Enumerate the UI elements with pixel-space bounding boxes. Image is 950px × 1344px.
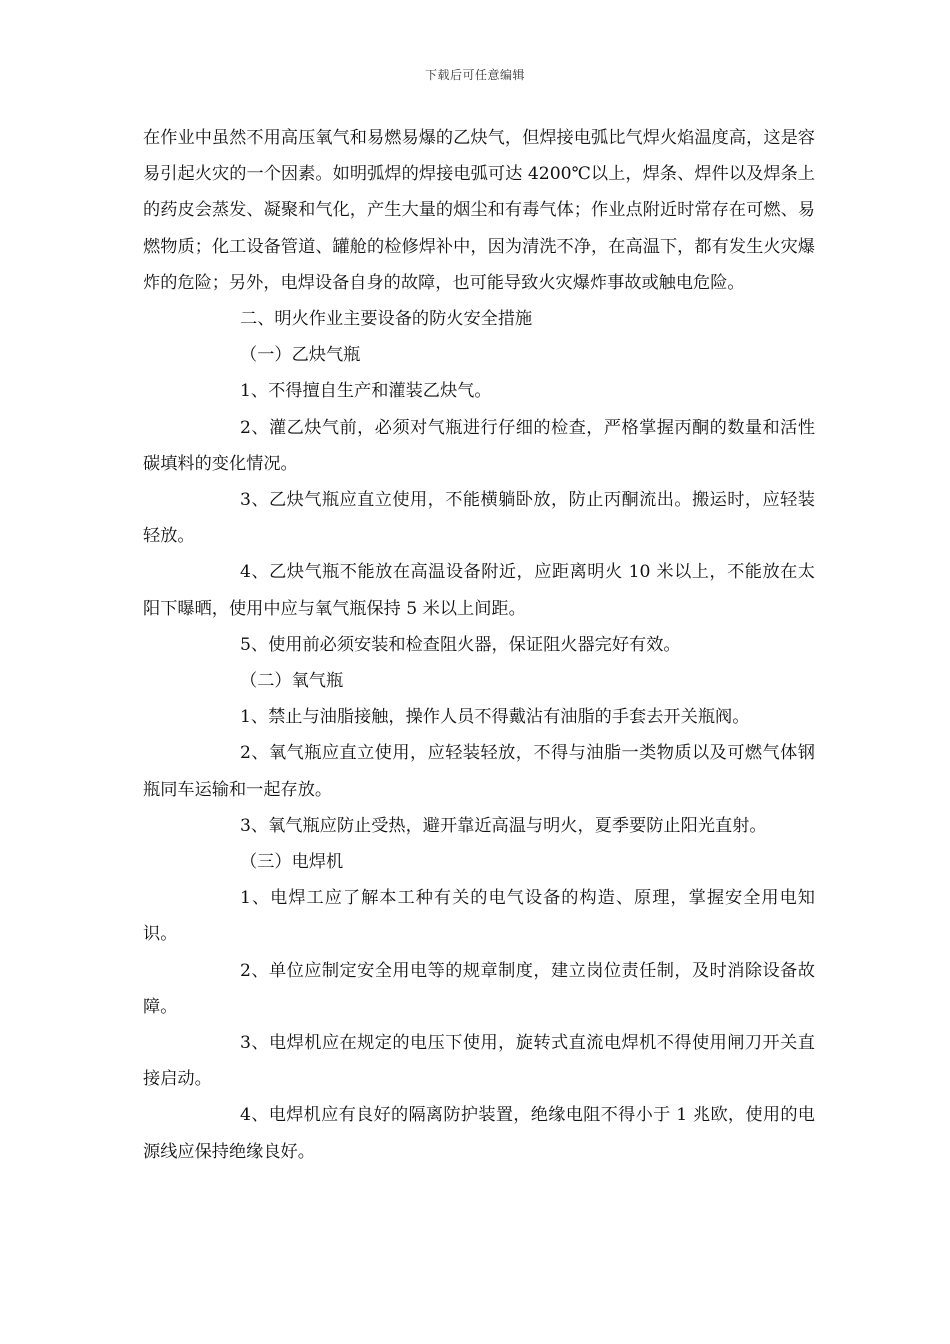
page-header: 下载后可任意编辑 — [424, 68, 525, 82]
list-item: 1、禁止与油脂接触，操作人员不得戴沾有油脂的手套去开关瓶阀。 — [240, 707, 750, 728]
list-item: 2、氧气瓶应直立使用，应轻装轻放，不得与油脂一类物质以及可燃气体钢瓶同车运输和一起存放。 — [143, 743, 815, 800]
list-item: 2、单位应制定安全用电等的规章制度，建立岗位责任制，及时消除设备故障。 — [143, 960, 815, 1017]
paragraph-intro: 在作业中虽然不用高压氧气和易燃易爆的乙炔气，但焊接电弧比气焊火焰温度高，这是容易引起火灾的一个因素。如明弧焊的焊接电弧可达 4200℃以上，焊条、焊件以及焊条上的药皮会蒸发、凝聚和气化，产生大量的烟尘和有毒气体；作业点附近时常存在可燃、易燃物质；化工设备管道、罐舱的检修焊补中，因为清洗不净，在高温下，都有发生火灾爆炸的危险；另外，电焊设备自身的故障，也可能导致火灾爆炸事故或触电危险。 — [143, 128, 815, 293]
document-body — [143, 120, 815, 1170]
subsection-heading-oxygen: （二）氧气瓶 — [240, 671, 344, 692]
list-item: 2、灌乙炔气前，必须对气瓶进行仔细的检查，严格掌握丙酮的数量和活性碳填料的变化情况。 — [143, 417, 815, 474]
list-item: 3、氧气瓶应防止受热，避开靠近高温与明火，夏季要防止阳光直射。 — [240, 815, 767, 836]
list-item: 1、电焊工应了解本工种有关的电气设备的构造、原理，掌握安全用电知识。 — [143, 888, 815, 945]
section-heading: 二、明火作业主要设备的防火安全措施 — [240, 309, 533, 330]
list-item: 3、电焊机应在规定的电压下使用，旋转式直流电焊机不得使用闸刀开关直接启动。 — [143, 1033, 815, 1090]
list-item: 5、使用前必须安装和检查阻火器，保证阻火器完好有效。 — [240, 634, 681, 655]
list-item: 1、不得擅自生产和灌装乙炔气。 — [240, 381, 492, 402]
subsection-heading-acetylene: （一）乙炔气瓶 — [240, 345, 361, 366]
list-item: 4、电焊机应有良好的隔离防护装置，绝缘电阻不得小于 1 兆欧，使用的电源线应保持绝缘良好。 — [143, 1105, 815, 1162]
list-item: 4、乙炔气瓶不能放在高温设备附近，应距离明火 10 米以上，不能放在太阳下曝晒，使用中应与氧气瓶保持 5 米以上间距。 — [143, 562, 815, 619]
subsection-heading-welder: （三）电焊机 — [240, 852, 344, 873]
list-item: 3、乙炔气瓶应直立使用，不能横躺卧放，防止丙酮流出。搬运时，应轻装轻放。 — [143, 490, 815, 547]
